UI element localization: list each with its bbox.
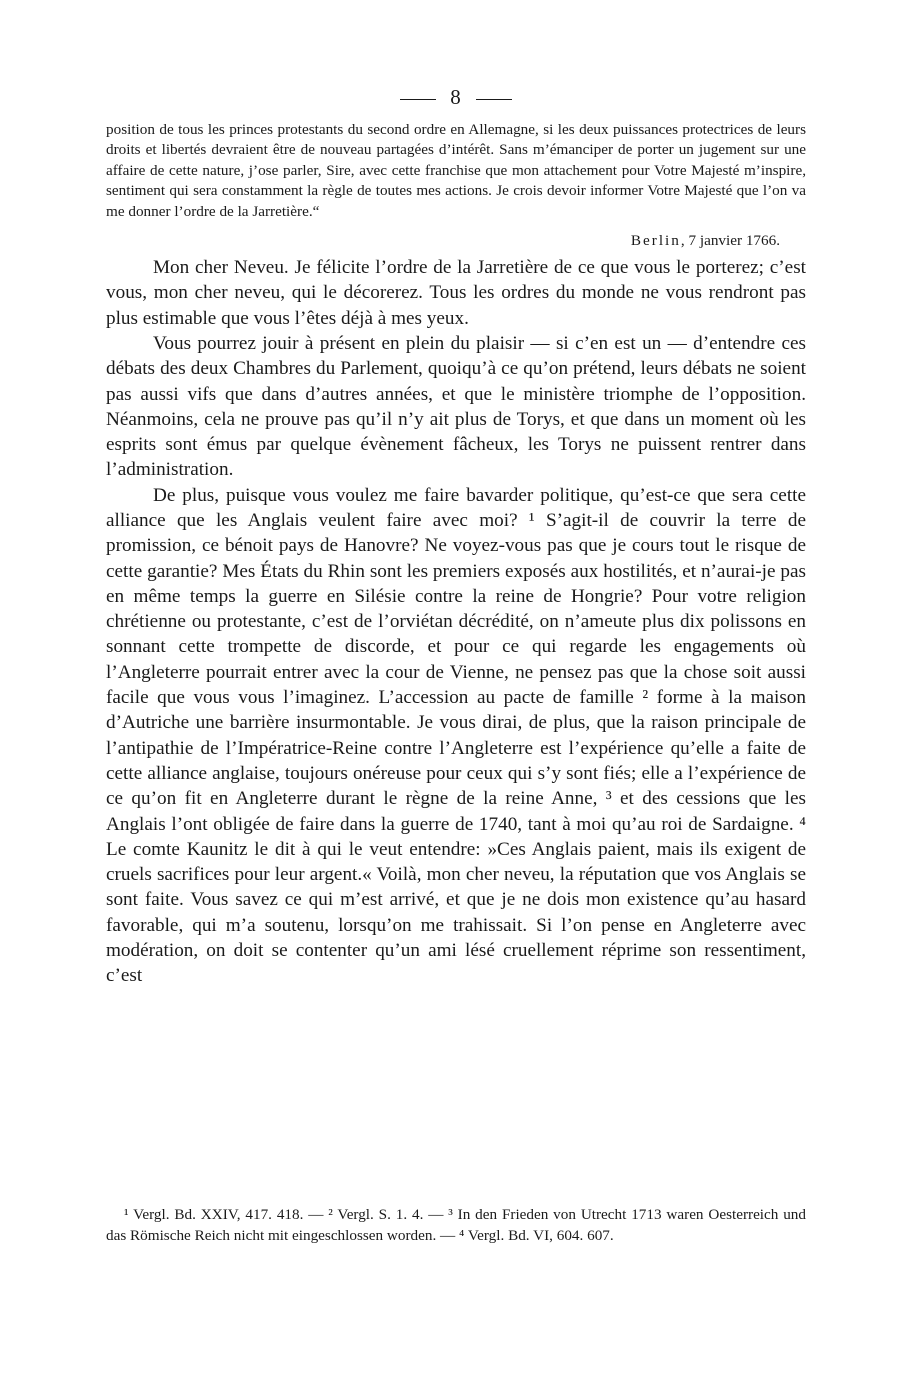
page-number: 8	[450, 85, 462, 109]
footnote-text: ¹ Vergl. Bd. XXIV, 417. 418. — ² Vergl. S. 1. 4. — ³ In den Frieden von Utrecht 1713 waren Oesterreich und das Römische Reich nicht mit eingeschlossen worden. — ⁴ Vergl. Bd. VI, 604. 607.	[106, 1206, 806, 1244]
footnotes	[106, 1205, 806, 1246]
left-rule	[400, 99, 436, 100]
right-rule	[476, 99, 512, 100]
page-body	[106, 84, 806, 989]
letter-paragraph: De plus, puisque vous voulez me faire bavarder politique, qu’est-ce que sera cette alliance que les Anglais veulent faire avec moi? ¹ S’agit-il de couvrir la terre de promission, ce bénoit pays de Hanovre? Ne voyez-vous pas que je cours tout le risque de cette garantie? Mes États du Rhin sont les premiers exposés aux hostilités, et n’aurai-je pas en même temps la guerre en Silésie contre la reine de Hongrie? Pour votre religion chrétienne ou protestante, c’est de l’orviétan décrédité, on n’ameute plus dix polissons en sonnant cette trompette de discorde, et pour ce qui regarde les engagements où l’Angleterre pourrait entrer avec la cour de Vienne, ne pensez pas que la chose soit aussi facile que vous vous l’imaginez. L’accession au pacte de famille ² forme à la maison d’Autriche une barrière insurmontable. Je vous dirai, de plus, que la raison principale de l’antipathie de l’Impératrice-Reine contre l’Angleterre est l’expérience qu’elle a faite de cette alliance anglaise, toujours onéreuse pour ceux qui s’y sont fiés; elle a l’expérience de ce qu’on fit en Angleterre durant le règne de la reine Anne, ³ et des cessions que les Anglais l’ont obligée de faire dans la guerre de 1740, tant à moi qu’au roi de Sardaigne. ⁴ Le comte Kaunitz le dit à qui le veut entendre: »Ces Anglais paient, mais ils exigent de cruels sacrifices pour leur argent.« Voilà, mon cher neveu, la réputation que vos Anglais se sont faite. Vous savez ce qui m’est arrivé, et que je ne dois mon existence qu’au hasard favorable, qui m’a soutenu, lorsqu’on me trahissait. Si l’on pense en Angleterre avec modération, on doit se contenter qu’un ami lésé cruellement réprime son ressentiment, c’est	[106, 484, 806, 987]
dateline	[106, 231, 780, 251]
letter-paragraph: Mon cher Neveu. Je félicite l’ordre de la Jarretière de ce que vous le porterez; c’est vous, mon cher neveu, qui le décorerez. Tous les ordres du monde ne vous rendront pas plus estimable que vous l’êtes déjà à mes yeux.	[106, 257, 806, 329]
dateline-place: Berlin	[630, 232, 681, 250]
quoted-letter-ending: position de tous les princes protestants du second ordre en Allemagne, si les deux puissances protectrices de leurs droits et libertés devraient être de nouveau partagées d’intérêt. Sans m’émanciper de porter un jugement sur une affaire de cette nature, j’ose parler, Sire, avec cette franchise que mon attachement pour Votre Majesté m’inspire, sentiment qui sera constamment la règle de toutes mes actions. Je crois devoir informer Votre Majesté que l’on va me donner l’ordre de la Jarretière.“	[106, 121, 806, 220]
letter-paragraph: Vous pourrez jouir à présent en plein du plaisir — si c’en est un — d’entendre ces débats des deux Chambres du Parlement, quoiqu’à ce qu’on prétend, leurs débats ne soient pas aussi vifs que dans d’autres années, et que le ministère triomphe de l’opposition. Néanmoins, cela ne prouve pas qu’il n’y ait plus de Torys, et que dans un moment où les esprits sont émus par quelque évènement fâcheux, les Torys ne puissent rentrer dans l’administration.	[106, 332, 806, 481]
letter-body	[106, 255, 806, 989]
page-number-line	[106, 84, 806, 110]
dateline-date: , 7 janvier 1766.	[680, 232, 780, 250]
